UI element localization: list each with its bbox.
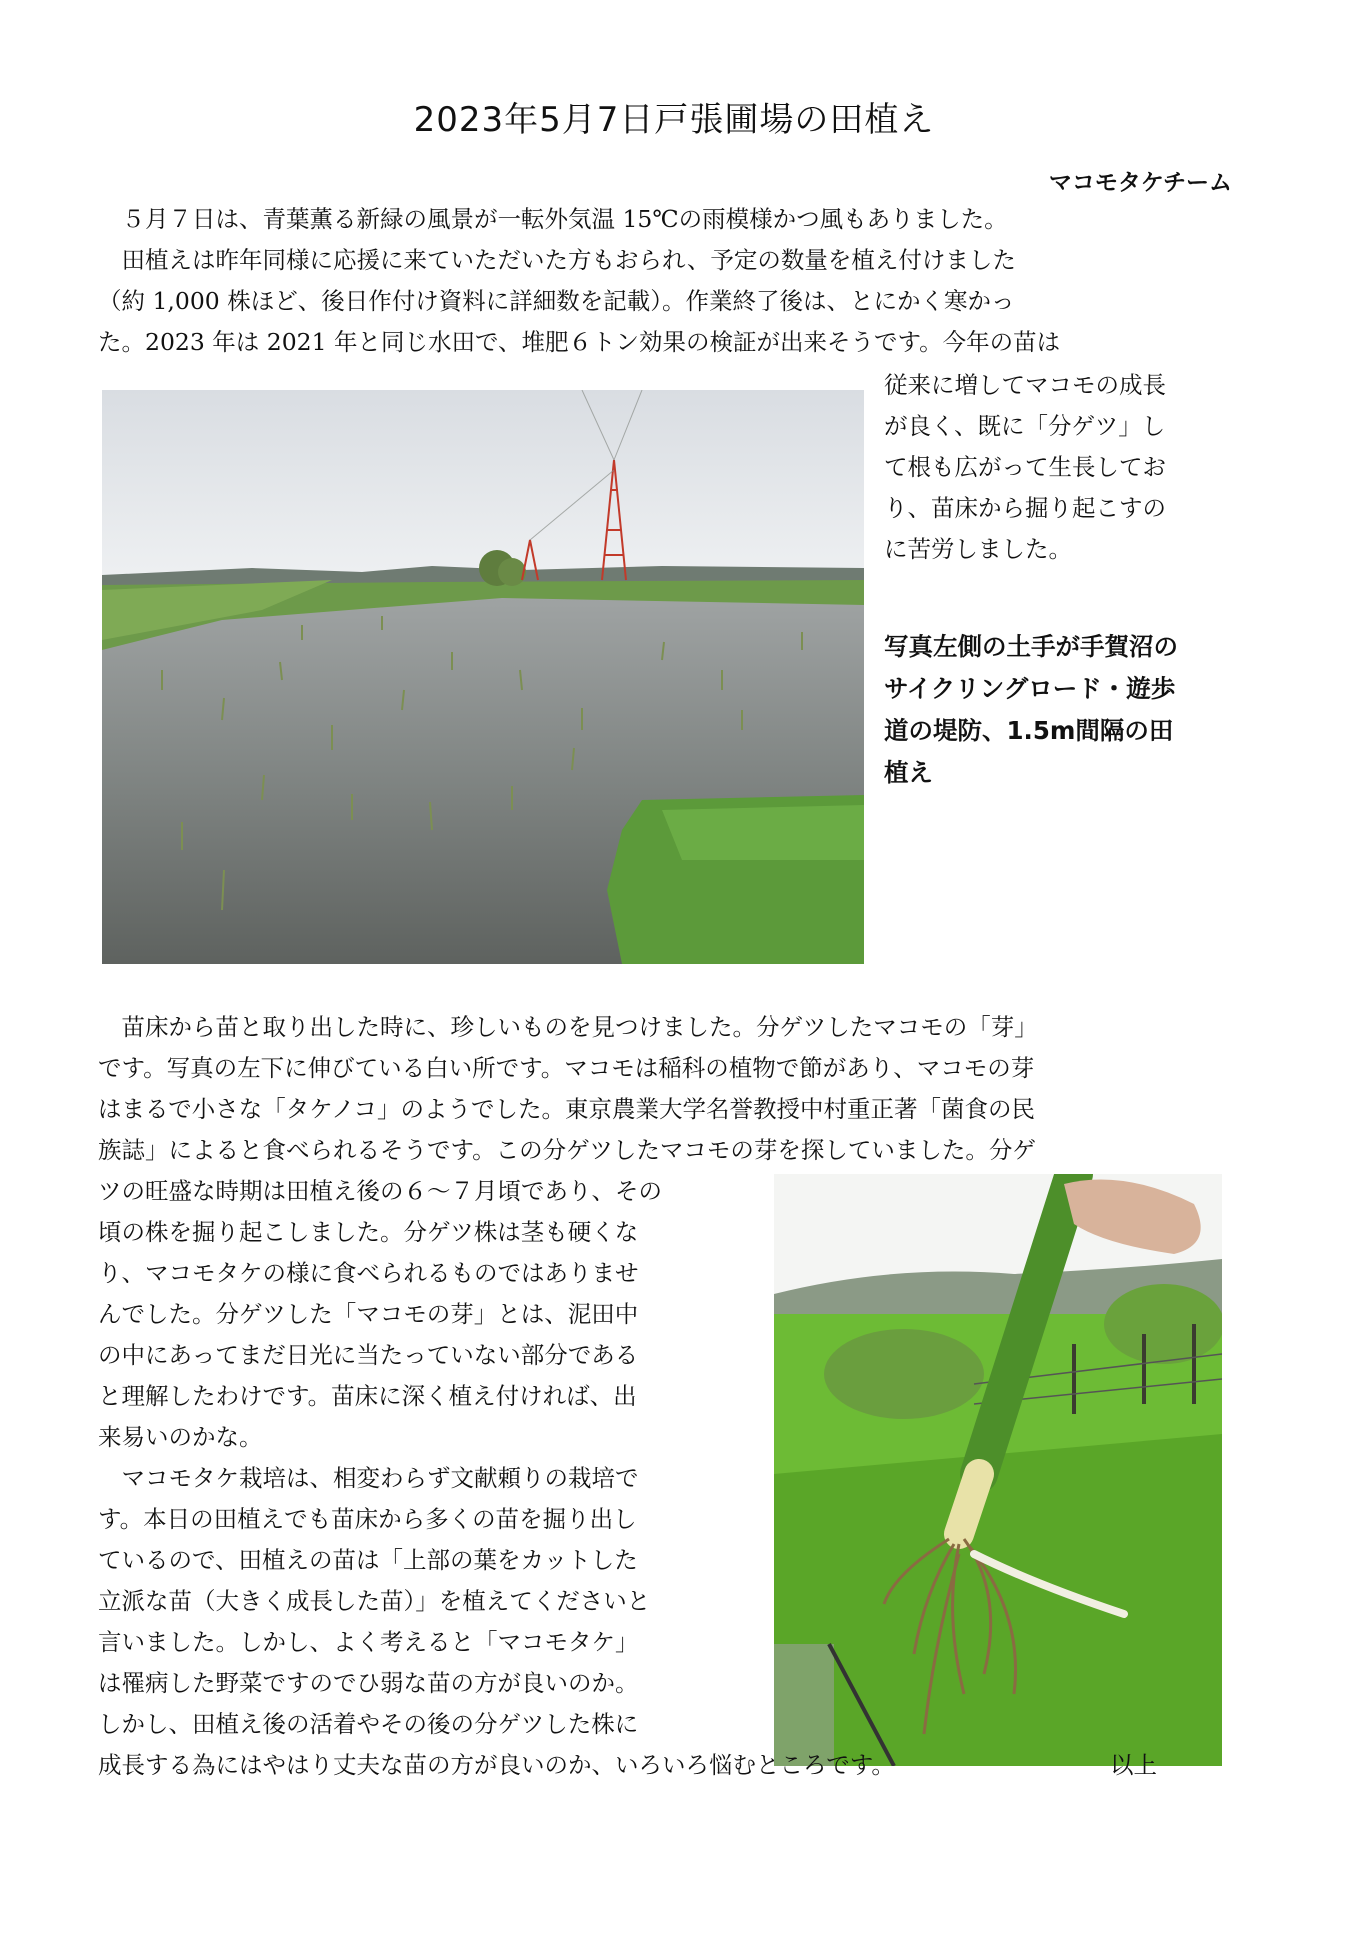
intro-line: ５月７日は、青葉薫る新緑の風景が一転外気温 15℃の雨模様かつ風もありました。	[98, 205, 1008, 233]
rice-paddy-photo	[102, 390, 864, 964]
body-line: んでした。分ゲツした「マコモの芽」とは、泥田中	[98, 1300, 639, 1328]
body-line: り、マコモタケの様に食べられるものではありませ	[98, 1259, 639, 1287]
body-line: ツの旺盛な時期は田植え後の６～７月頃であり、その	[98, 1177, 662, 1205]
photo-caption-line: サイクリングロード・遊歩	[884, 674, 1176, 703]
body-line: 成長する為にはやはり丈夫な苗の方が良いのか、いろいろ悩むところです。	[98, 1751, 895, 1779]
body-line: ているので、田植えの苗は「上部の葉をカットした	[98, 1546, 638, 1574]
body-line: 族誌」によると食べられるそうです。この分ゲツしたマコモの芽を探していました。分ゲ	[98, 1136, 1036, 1164]
intro-line: た。2023 年は 2021 年と同じ水田で、堆肥６トン効果の検証が出来そうです。今年の苗は	[98, 328, 1061, 356]
body-line: はまるで小さな「タケノコ」のようでした。東京農業大学名誉教授中村重正著「菌食の民	[98, 1095, 1035, 1123]
page-title: 2023年5月7日戸張圃場の田植え	[413, 100, 935, 140]
author: マコモタケチーム	[1048, 170, 1232, 196]
photo-caption-line: 植え	[884, 758, 933, 787]
body-line: 頃の株を掘り起こしました。分ゲツ株は茎も硬くな	[98, 1218, 639, 1246]
body-line: です。写真の左下に伸びている白い所です。マコモは稲科の植物で節があり、マコモの芽	[98, 1054, 1035, 1082]
end-mark: 以上	[1110, 1751, 1157, 1779]
body-line: 来易いのかな。	[98, 1423, 263, 1451]
photo-caption-line: 写真左側の土手が手賀沼の	[884, 632, 1178, 661]
body-line: は罹病した野菜ですのでひ弱な苗の方が良いのか。	[98, 1669, 639, 1697]
makomo-shoot-photo	[774, 1174, 1222, 1766]
side-text-line: り、苗床から掘り起こすの	[884, 494, 1166, 522]
body-line: 言いました。しかし、よく考えると「マコモタケ」	[98, 1628, 639, 1656]
body-line: 苗床から苗と取り出した時に、珍しいものを見つけました。分ゲツしたマコモの「芽」	[98, 1013, 1038, 1041]
body-line: す。本日の田植えでも苗床から多くの苗を掘り出し	[98, 1505, 637, 1533]
side-text-line: 従来に増してマコモの成長	[884, 371, 1166, 399]
intro-line: 田植えは昨年同様に応援に来ていただいた方もおられ、予定の数量を植え付けました	[98, 246, 1016, 274]
body-line: 立派な苗（大きく成長した苗）」を植えてくださいと	[98, 1587, 651, 1615]
side-text-line: が良く、既に「分ゲツ」し	[884, 412, 1166, 440]
body-line: の中にあってまだ日光に当たっていない部分である	[98, 1341, 639, 1369]
side-text-line: て根も広がって生長してお	[884, 453, 1166, 481]
body-line: しかし、田植え後の活着やその後の分ゲツした株に	[98, 1710, 639, 1738]
intro-line: （約 1,000 株ほど、後日作付け資料に詳細数を記載）。作業終了後は、とにかく寒かっ	[98, 287, 1015, 315]
body-line: マコモタケ栽培は、相変わらず文献頼りの栽培で	[98, 1464, 639, 1492]
photo-caption-line: 道の堤防、1.5m間隔の田	[884, 716, 1174, 745]
side-text-line: に苦労しました。	[884, 535, 1072, 563]
body-line: と理解したわけです。苗床に深く植え付ければ、出	[98, 1382, 637, 1410]
